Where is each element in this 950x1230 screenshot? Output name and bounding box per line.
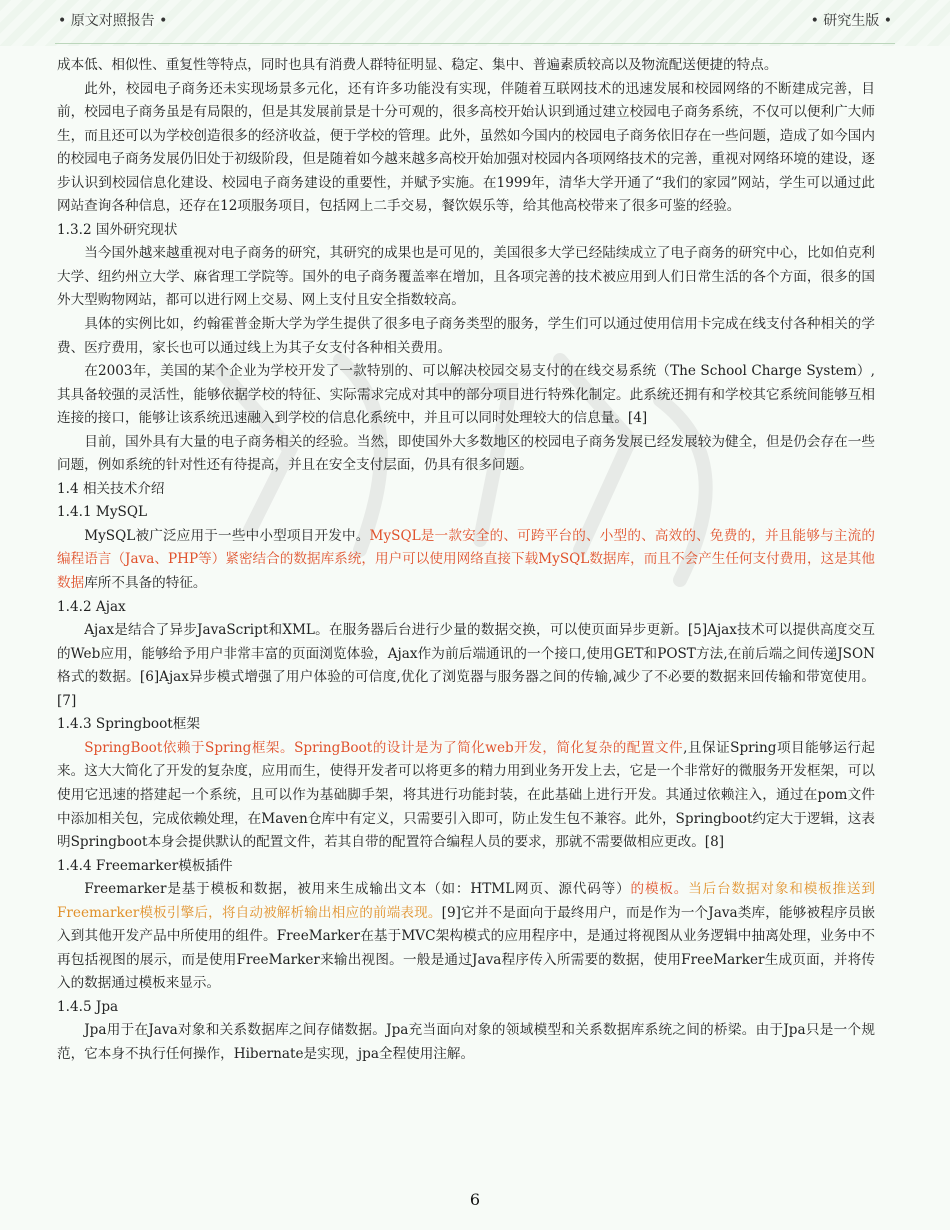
section-heading: 1.4.3 Springboot框架 [57, 716, 200, 733]
paragraph: Jpa用于在Java对象和关系数据库之间存储数据。Jpa充当面向对象的领域模型和关系数据库系统之间的桥梁。由于Jpa只是一个规范，它本身不执行任何操作，Hibernate是实现，jpa全程使用注解。 [57, 1022, 875, 1062]
highlighted-text: 当后台数据对象和模板推送到Freemarker模板引擎后，将自动被解析输出相应的前端表现。 [57, 881, 876, 921]
paragraph [57, 525, 875, 596]
edition-header-label: • 研究生版 • [810, 13, 892, 29]
section-heading: 1.4.4 Freemarker模板插件 [57, 857, 233, 874]
document-body [57, 54, 875, 1067]
paragraph [57, 737, 875, 855]
section-heading: 1.4.1 MySQL [57, 504, 147, 521]
paragraph: 在2003年，美国的某个企业为学校开发了一款特别的、可以解决校园交易支付的在线交易系统（The School Charge System）,其具备较强的灵活性，能够依据学校的特征、实际需求完成对其中的部分项目进行特殊化制定。此系统还拥有和学校其它系统间能够互相连接的接口，能够让该系统迅速融入到学校的信息化系统中，并且可以同时处理较大的信息量。[4] [57, 363, 875, 427]
page-number: 6 [469, 1190, 481, 1209]
section-heading: 1.4.5 Jpa [57, 998, 119, 1015]
paragraph: 目前，国外具有大量的电子商务相关的经验。当然，即使国外大多数地区的校园电子商务发展已经发展较为健全，但是仍会存在一些问题，例如系统的针对性还有待提高，并且在安全支付层面，仍具有很多问题。 [57, 433, 875, 474]
highlighted-text: MySQL是一款安全的、可跨平台的、小型的、高效的、免费的，并且能够与主流的编程语言（Java、PHP等）紧密结合的数据库系统，用户可以使用网络直接下载MySQL数据库，而且不会产生任何支付费用，这是其他数据 [57, 527, 875, 592]
paragraph: 成本低、相似性、重复性等特点，同时也具有消费人群特征明显、稳定、集中、普遍素质较高以及物流配送便捷的特点。 [57, 57, 778, 73]
text-run: MySQL被广泛应用于一些中小型项目开发中。 [84, 527, 370, 544]
text-run: [9]它并不是面向于最终用户，而是作为一个Java类库，能够被程序员嵌入到其他开发产品中所使用的组件。FreeMarker在基于MVC架构模式的应用程序中，是通过将视图从业务逻辑中抽离处理，业务中不再包括视图的展示，而是使用FreeMarker来输出视图。一般是通过Java程序传入所需要的数据，使用FreeMarker生成页面，并将传入的数据通过模板来显示。 [57, 904, 875, 992]
highlighted-text: 的模板。 [630, 881, 689, 898]
text-run: ,且保证Spring项目能够运行起来。这大大简化了开发的复杂度，应用而生，使得开发者可以将更多的精力用到业务开发上去，它是一个非常好的微服务开发框架，可以使用它迅速的搭建起一个系统，且可以作为基础脚手架，将其进行功能封装，在此基础上进行开发。其通过依赖注入，通过在pom文件中添加相关包，完成依赖处理，在Maven仓库中有定义，只需要引入即可，防止发生包不兼容。此外，Springboot约定大于逻辑，这表明Springboot本身会提供默认的配置文件，若其自带的配置符合编程人员的要求，那就不需要做相应更改。[8] [57, 739, 875, 851]
section-heading: 1.4.2 Ajax [57, 598, 126, 615]
paragraph [57, 878, 875, 996]
section-heading: 1.4 相关技术介绍 [57, 480, 165, 497]
text-run: 库所不具备的特征。 [84, 575, 207, 592]
paragraph: 具体的实例比如，约翰霍普金斯大学为学生提供了很多电子商务类型的服务，学生们可以通过使用信用卡完成在线支付各种相关的学费、医疗费用，家长也可以通过线上为其子女支付各种相关费用。 [57, 316, 875, 356]
section-heading: 1.3.2 国外研究现状 [57, 221, 178, 238]
paragraph: Ajax是结合了异步JavaScript和XML。在服务器后台进行少量的数据交换，可以使页面异步更新。[5]Ajax技术可以提供高度交互的Web应用，能够给予用户非常丰富的页面浏览体验，Ajax作为前后端通讯的一个接口,使用GET和POST方法,在前后端之间传递JSON格式的数据。[6]Ajax异步模式增强了用户体验的可信度,优化了浏览器与服务器之间的传输,减少了不必要的数据来回传输和带宽使用。[7] [57, 622, 875, 709]
text-run: Freemarker是基于模板和数据，被用来生成输出文本（如：HTML网页、源代码等） [84, 881, 631, 898]
paragraph: 当今国外越来越重视对电子商务的研究，其研究的成果也是可见的，美国很多大学已经陆续成立了电子商务的研究中心，比如伯克利大学、纽约州立大学、麻省理工学院等。国外的电子商务覆盖率在增加，且各项完善的技术被应用到人们日常生活的各个方面，很多的国外大型购物网站，都可以进行网上交易、网上支付且安全指数较高。 [57, 245, 875, 309]
header-divider [55, 43, 895, 44]
highlighted-text: SpringBoot依赖于Spring框架。SpringBoot的设计是为了简化web开发，简化复杂的配置文件 [84, 739, 684, 756]
report-header-label: • 原文对照报告 • [58, 13, 168, 29]
paragraph: 此外，校园电子商务还未实现场景多元化，还有许多功能没有实现，伴随着互联网技术的迅速发展和校园网络的不断建成完善，目前，校园电子商务虽是有局限的，但是其发展前景是十分可观的，很多高校开始认识到通过建立校园电子商务系统，不仅可以便利广大师生，而且还可以为学校创造很多的经济收益，便于学校的管理。此外，虽然如今国内的校园电子商务依旧存在一些问题，造成了如今国内的校园电子商务发展仍旧处于初级阶段，但是随着如今越来越多高校开始加强对校园内各项网络技术的完善，重视对网络环境的建设，逐步认识到校园信息化建设、校园电子商务建设的重要性，并赋予实施。在1999年，清华大学开通了“我们的家园”网站，学生可以通过此网站查询各种信息，还存在12项服务项目，包括网上二手交易，餐饮娱乐等，给其他高校带来了很多可鉴的经验。 [57, 80, 875, 215]
